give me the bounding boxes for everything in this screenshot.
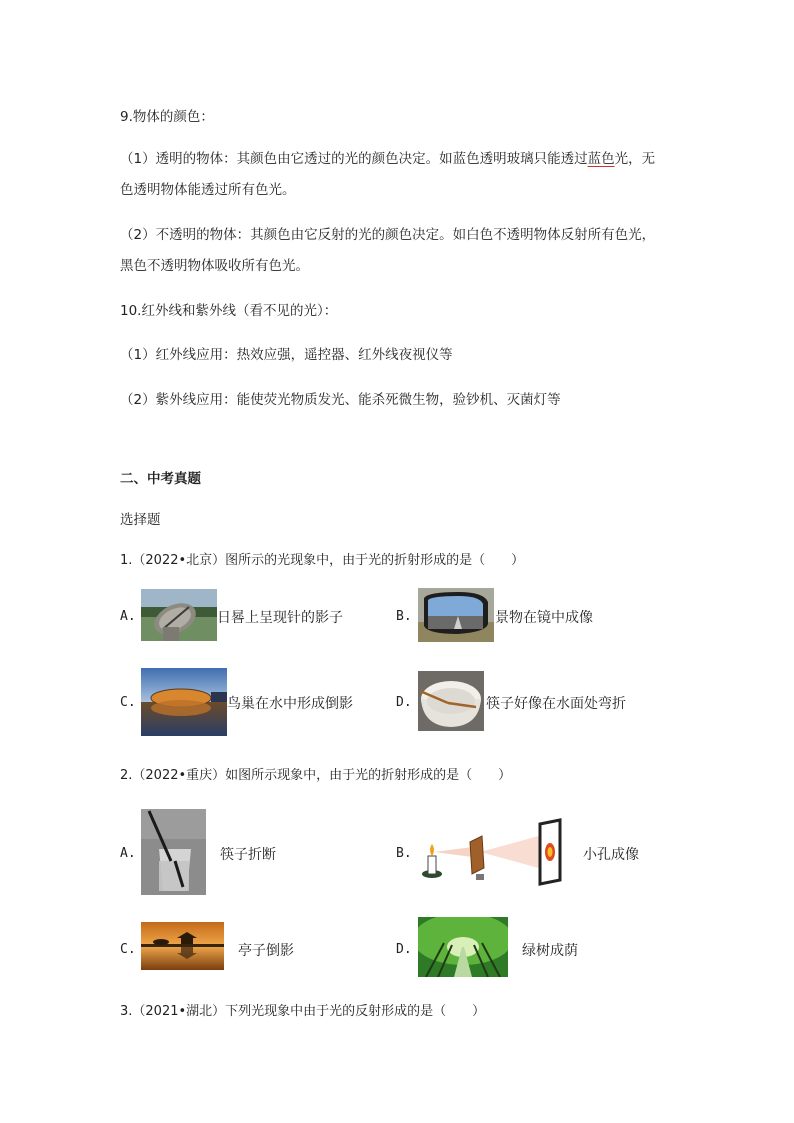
section9-p1-line1: （1）透明的物体：其颜色由它透过的光的颜色决定。如蓝色透明玻璃只能透过蓝色光，无 <box>120 151 656 167</box>
chopsticks-bowl-image <box>418 671 484 731</box>
q2-option-b-letter: B. <box>396 846 412 861</box>
section10-p1: （1）红外线应用：热效应强，遥控器、红外线夜视仪等 <box>120 347 453 363</box>
q2-option-c-caption: 亭子倒影 <box>238 943 294 959</box>
q2-option-d-letter: D. <box>396 942 412 957</box>
birds-nest-image <box>141 668 227 736</box>
section10-p2: （2）紫外线应用：能使荧光物质发光、能杀死微生物，验钞机、灭菌灯等 <box>120 392 561 408</box>
q2-option-b-caption: 小孔成像 <box>583 847 639 863</box>
underlined-blue-word: 蓝色 <box>587 151 615 167</box>
q1-option-a-caption: 日晷上呈现针的影子 <box>217 610 343 626</box>
sundial-image <box>141 589 217 641</box>
q2-option-d-caption: 绿树成荫 <box>522 943 578 959</box>
car-mirror-image <box>418 588 494 642</box>
q1-option-d-letter: D. <box>396 695 412 710</box>
q2-option-c-letter: C. <box>120 942 136 957</box>
tree-shade-image <box>418 917 508 977</box>
q1-option-a-letter: A. <box>120 609 136 624</box>
section9-p2-line2: 黑色不透明物体吸收所有色光。 <box>120 258 309 274</box>
part2-subheading: 选择题 <box>120 512 161 528</box>
pavilion-reflection-image <box>141 922 224 970</box>
q1-option-b-caption: 景物在镜中成像 <box>495 610 593 626</box>
part2-heading: 二、中考真题 <box>120 471 201 487</box>
q2-option-a-caption: 筷子折断 <box>220 847 276 863</box>
section9-p1-line2: 色透明物体能透过所有色光。 <box>120 182 296 198</box>
q1-option-c-letter: C. <box>120 695 136 710</box>
pinhole-imaging-diagram <box>418 818 566 886</box>
q3-stem: 3.（2021•湖北）下列光现象中由于光的反射形成的是（ ） <box>120 1004 486 1019</box>
q2-option-a-letter: A. <box>120 846 136 861</box>
q1-option-d-caption: 筷子好像在水面处弯折 <box>486 696 626 712</box>
glass-chopstick-image <box>141 809 206 895</box>
q1-option-c-caption: 鸟巢在水中形成倒影 <box>227 696 353 712</box>
q1-stem: 1.（2022•北京）图所示的光现象中，由于光的折射形成的是（ ） <box>120 553 525 568</box>
section10-title: 10.红外线和紫外线（看不见的光）： <box>120 303 338 319</box>
section9-p2-line1: （2）不透明的物体：其颜色由它反射的光的颜色决定。如白色不透明物体反射所有色光， <box>120 227 656 243</box>
q1-option-b-letter: B. <box>396 609 412 624</box>
q2-stem: 2.（2022•重庆）如图所示现象中，由于光的折射形成的是（ ） <box>120 768 512 783</box>
section9-title: 9.物体的颜色： <box>120 109 214 125</box>
